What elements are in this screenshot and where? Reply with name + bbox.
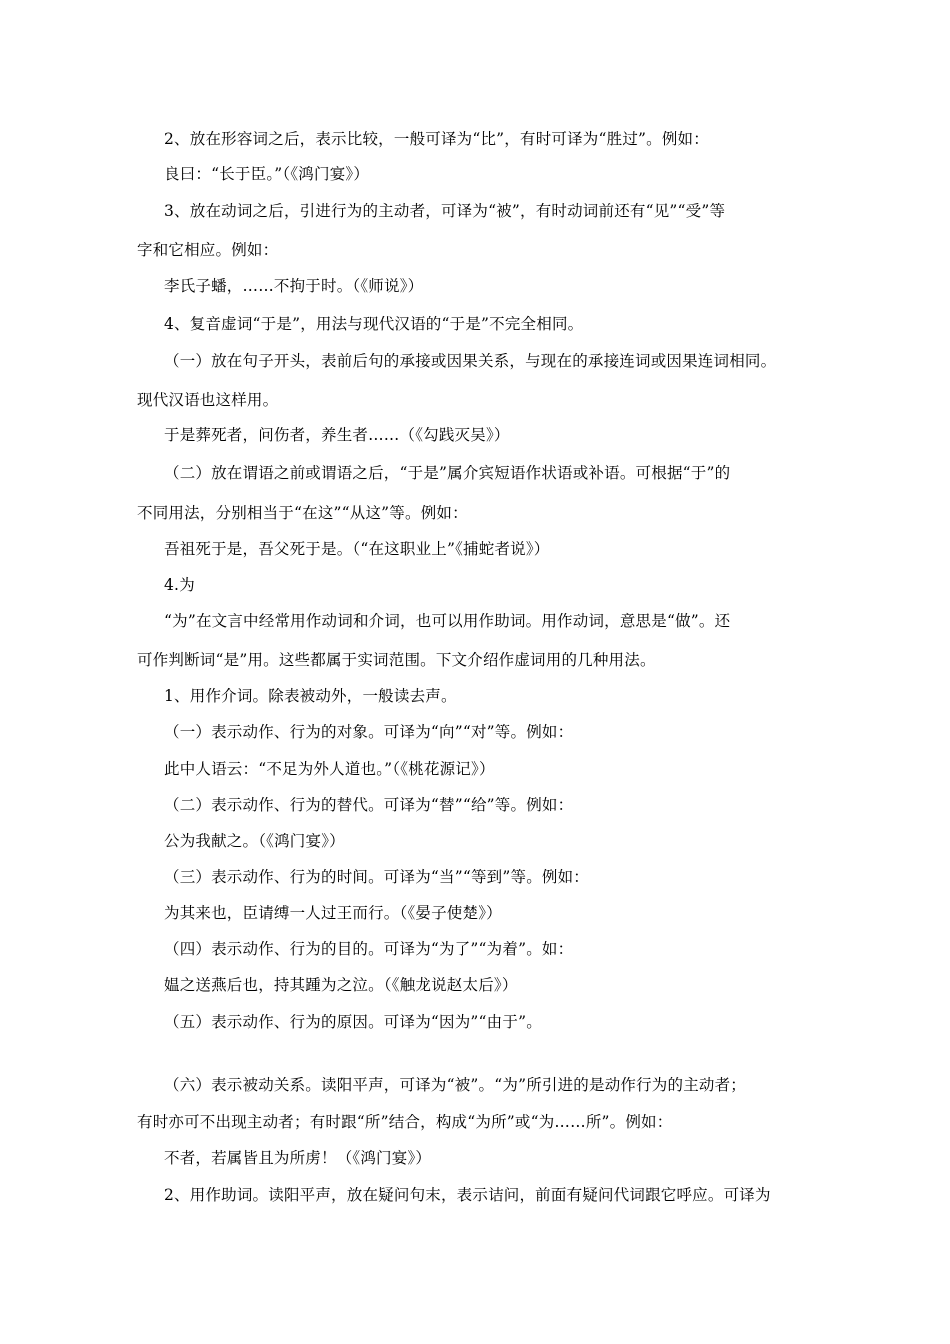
example-line: 吾祖死于是，吾父死于是。（“在这职业上”《捕蛇者说》） xyxy=(164,540,550,558)
paragraph-line: 3、放在动词之后，引进行为的主动者，可译为“被”，有时动词前还有“见”“受”等 xyxy=(164,202,726,220)
paragraph-line: 可作判断词“是”用。这些都属于实词范围。下文介绍作虚词用的几种用法。 xyxy=(137,651,656,669)
paragraph-line: （二）放在谓语之前或谓语之后，“于是”属介宾短语作状语或补语。可根据“于”的 xyxy=(164,464,731,482)
example-line: 此中人语云：“不足为外人道也。”（《桃花源记》） xyxy=(164,760,495,778)
example-line: 不者，若属皆且为所虏！（《鸿门宴》） xyxy=(164,1149,432,1167)
paragraph-line: （六）表示被动关系。读阳平声，可译为“被”。“为”所引进的是动作行为的主动者； xyxy=(164,1076,746,1094)
paragraph-line: （四）表示动作、行为的目的。可译为“为了”“为着”。如： xyxy=(164,940,574,958)
example-line: 良曰：“长于臣。”（《鸿门宴》） xyxy=(164,165,370,183)
example-line: 媪之送燕后也，持其踵为之泣。（《触龙说赵太后》） xyxy=(164,976,518,994)
example-line: 为其来也，臣请缚一人过王而行。（《晏子使楚》） xyxy=(164,904,502,922)
paragraph-line: （一）放在句子开头，表前后句的承接或因果关系，与现在的承接连词或因果连词相同。 xyxy=(164,352,777,370)
paragraph-line: 有时亦可不出现主动者；有时跟“所”结合，构成“为所”或“为……所”。例如： xyxy=(137,1113,673,1131)
paragraph-line: （二）表示动作、行为的替代。可译为“替”“给”等。例如： xyxy=(164,796,574,814)
paragraph-line: “为”在文言中经常用作动词和介词，也可以用作助词。用作动词，意思是“做”。还 xyxy=(164,612,731,630)
paragraph-line: （五）表示动作、行为的原因。可译为“因为”“由于”。 xyxy=(164,1013,542,1031)
example-line: 李氏子蟠，……不拘于时。（《师说》） xyxy=(164,277,424,295)
paragraph-line: 现代汉语也这样用。 xyxy=(137,391,279,409)
paragraph-line: 字和它相应。例如： xyxy=(137,241,279,259)
paragraph-line: 2、放在形容词之后，表示比较，一般可译为“比”，有时可译为“胜过”。例如： xyxy=(164,130,709,148)
paragraph-line: （一）表示动作、行为的对象。可译为“向”“对”等。例如： xyxy=(164,723,574,741)
section-heading: 4.为 xyxy=(164,576,195,594)
paragraph-line: 不同用法，分别相当于“在这”“从这”等。例如： xyxy=(137,504,468,522)
paragraph-line: （三）表示动作、行为的时间。可译为“当”“等到”等。例如： xyxy=(164,868,589,886)
example-line: 公为我献之。（《鸿门宴》） xyxy=(164,832,345,850)
paragraph-line: 1、用作介词。除表被动外，一般读去声。 xyxy=(164,687,457,705)
paragraph-line: 4、复音虚词“于是”，用法与现代汉语的“于是”不完全相同。 xyxy=(164,315,584,333)
example-line: 于是葬死者，问伤者，养生者……（《勾践灭吴》） xyxy=(164,426,510,444)
paragraph-line: 2、用作助词。读阳平声，放在疑问句末，表示诘问，前面有疑问代词跟它呼应。可译为 xyxy=(164,1186,771,1204)
